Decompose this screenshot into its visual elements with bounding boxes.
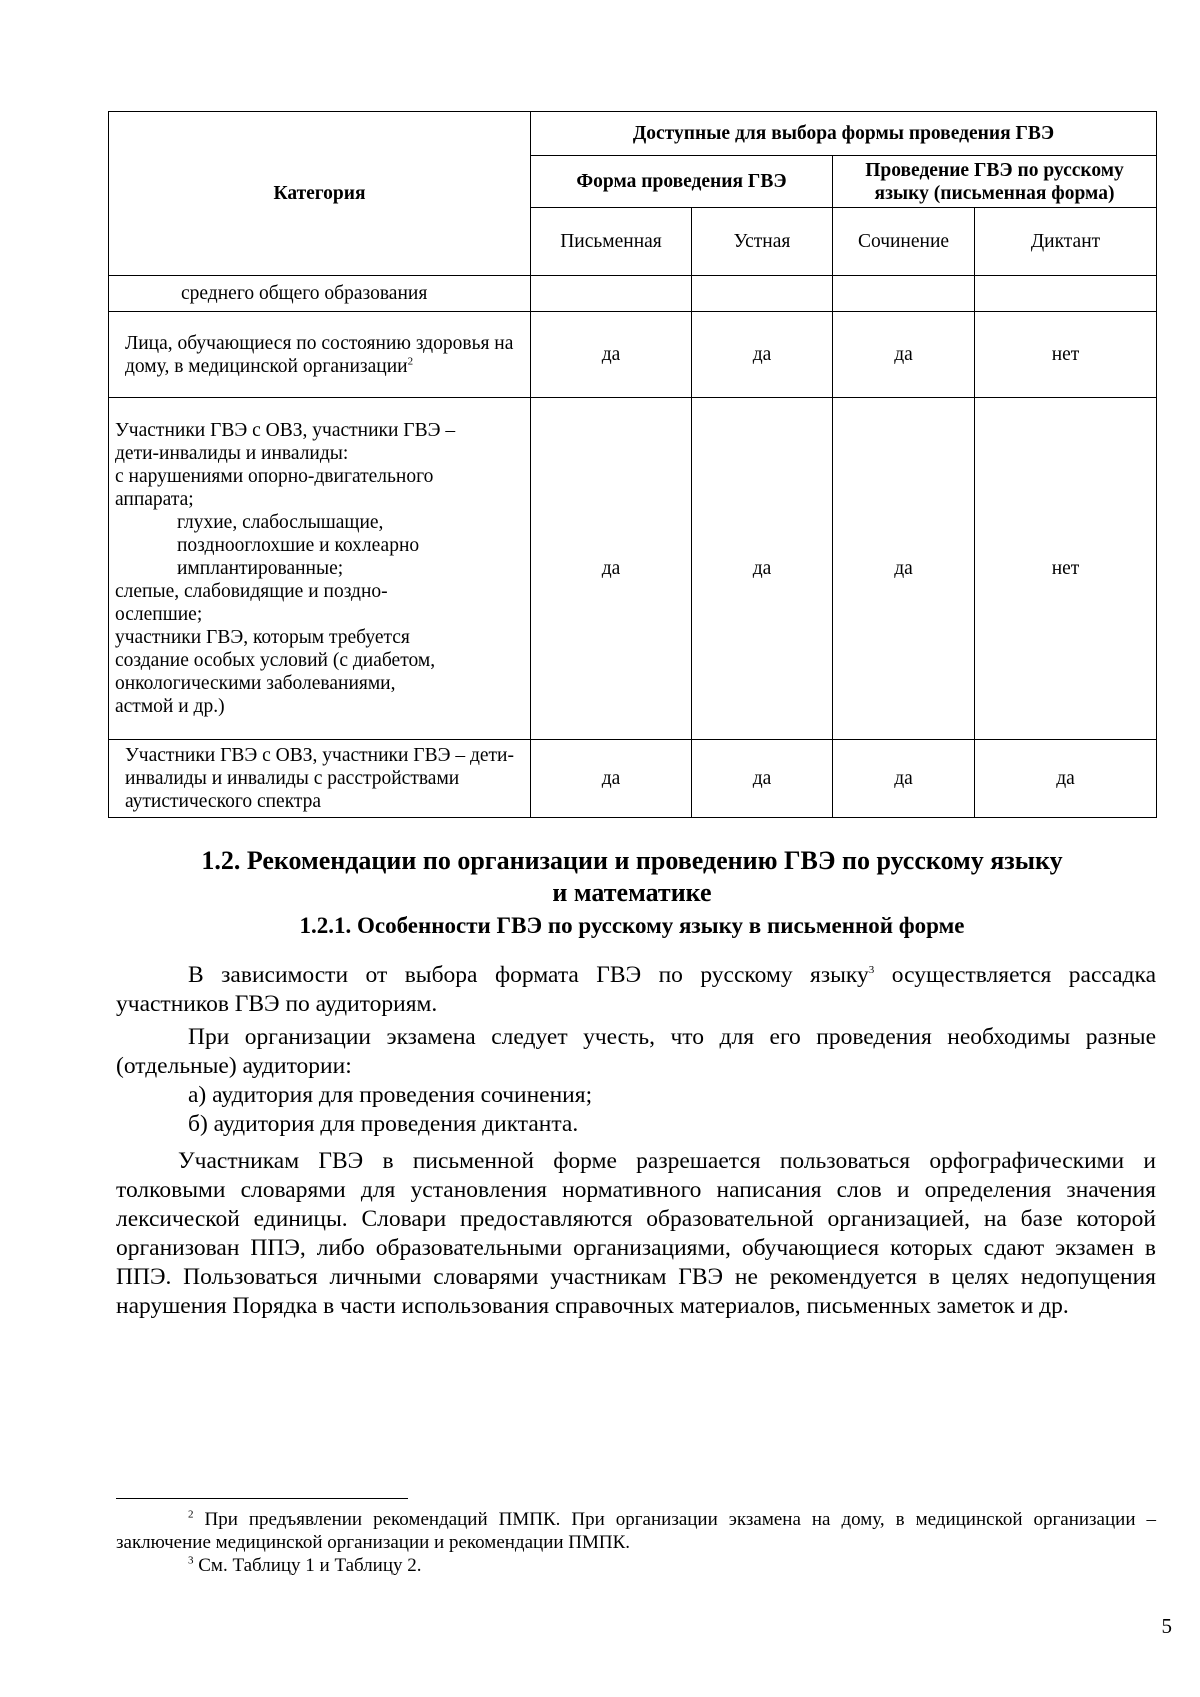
header-category: Категория [109,112,531,276]
row-autism-essay: да [833,740,975,818]
row-home-dictation: нет [975,312,1157,398]
body-text [116,961,1156,1321]
row-home-essay: да [833,312,975,398]
footnote-2 [116,1508,1156,1554]
subsection-heading: 1.2.1. Особенности ГВЭ по русскому языку в письменной форме [299,913,965,938]
table-row [109,276,1157,312]
empty-cell [975,276,1157,312]
row-home-category [109,312,531,398]
row-ovz-line: с нарушениями опорно-двигательного [115,466,434,487]
empty-cell [833,276,975,312]
footnote-ref-3: 3 [868,964,875,977]
row-autism-dictation: да [975,740,1157,818]
page-number: 5 [1161,1614,1172,1638]
header-col-written: Письменная [531,208,692,276]
paragraph-1-start: В зависимости от выбора формата ГВЭ по русскому языку [188,962,869,988]
row-ovz-line: дети-инвалиды и инвалиды: [115,443,349,464]
row-ovz-line: аппарата; [115,489,194,510]
row-ovz-category [109,398,531,740]
row-ovz-line: Участники ГВЭ с ОВЗ, участники ГВЭ – [115,420,456,441]
header-russian-group: Проведение ГВЭ по русскому языку (письменная форма) [833,156,1157,208]
paragraph-3: Участникам ГВЭ в письменной форме разрешается пользоваться орфографическими и толковыми словарями для установления нормативного написания слов и определения значения лексической единицы. Словари предоставляются образовательной организацией, на базе которой организован ППЭ, либо образовательными организациями, обучающиеся которых сдают экзамен в ППЭ. Пользоваться личными словарями участникам ГВЭ не рекомендуется в целях недопущения нарушения Порядка в части использования справочных материалов, письменных заметок и др. [116,1148,1156,1319]
footnote-3 [116,1554,1156,1577]
row-ovz-line: позднооглохшие и кохлеарно [177,535,420,556]
table-row [109,312,1157,398]
paragraph-1-end: осуществляется рассадка участников ГВЭ по аудиториям. [116,962,1156,1017]
empty-cell [531,276,692,312]
header-col-oral: Устная [692,208,833,276]
row-ovz-line: участники ГВЭ, которым требуется [115,627,410,648]
section-heading [108,845,1156,909]
header-form-group: Форма проведения ГВЭ [531,156,833,208]
row-ovz-written: да [531,398,692,740]
header-col-dictation: Диктант [975,208,1157,276]
row-ovz-line: создание особых условий (с диабетом, [115,650,436,671]
header-available-forms: Доступные для выбора формы проведения ГВЭ [531,112,1157,156]
footnote-3-number: 3 [188,1554,194,1567]
row-ovz-oral: да [692,398,833,740]
row-ovz-line: слепые, слабовидящие и поздно- [115,581,388,602]
row-autism-category: Участники ГВЭ с ОВЗ, участники ГВЭ – дети-инвалиды и инвалиды с расстройствами аутистического спектра [109,740,531,818]
row-home-category-text: Лица, обучающиеся по состоянию здоровья на дому, в медицинской организации [125,332,514,377]
footnote-3-text: См. Таблицу 1 и Таблицу 2. [193,1555,422,1576]
footnote-2-text: При предъявлении рекомендаций ПМПК. При организации экзамена на дому, в медицинской организации – заключение медицинской организации и рекомендации ПМПК. [116,1509,1156,1553]
row-autism-oral: да [692,740,833,818]
row-home-oral: да [692,312,833,398]
footnote-2-number: 2 [188,1508,194,1521]
section-heading-line2: и математике [552,878,712,907]
empty-cell [692,276,833,312]
row-ovz-essay: да [833,398,975,740]
row-ovz-line: глухие, слабослышащие, [177,512,384,533]
table-row [109,740,1157,818]
paragraph-1 [116,961,1156,1019]
list-item-b: б) аудитория для проведения диктанта. [188,1111,579,1137]
row-ovz-dictation: нет [975,398,1157,740]
row-ovz-line: онкологическими заболеваниями, [115,673,396,694]
row-home-written: да [531,312,692,398]
footnote-ref-2: 2 [407,355,414,367]
row-ovz-line: имплантированные; [177,558,344,579]
table-row [109,398,1157,740]
row-autism-written: да [531,740,692,818]
footnote-separator [116,1498,408,1499]
header-col-essay: Сочинение [833,208,975,276]
list-item-a: а) аудитория для проведения сочинения; [188,1082,593,1108]
exam-forms-table [108,111,1157,818]
paragraph-2: При организации экзамена следует учесть, что для его проведения необходимы разные (отдельные) аудитории: [116,1024,1156,1079]
row-ovz-line: ослепшие; [115,604,203,625]
row-continuation-category: среднего общего образования [109,276,531,312]
footnotes [116,1508,1156,1577]
section-heading-line1: 1.2. Рекомендации по организации и проведению ГВЭ по русскому языку [201,846,1063,875]
row-ovz-line: астмой и др.) [115,696,225,717]
